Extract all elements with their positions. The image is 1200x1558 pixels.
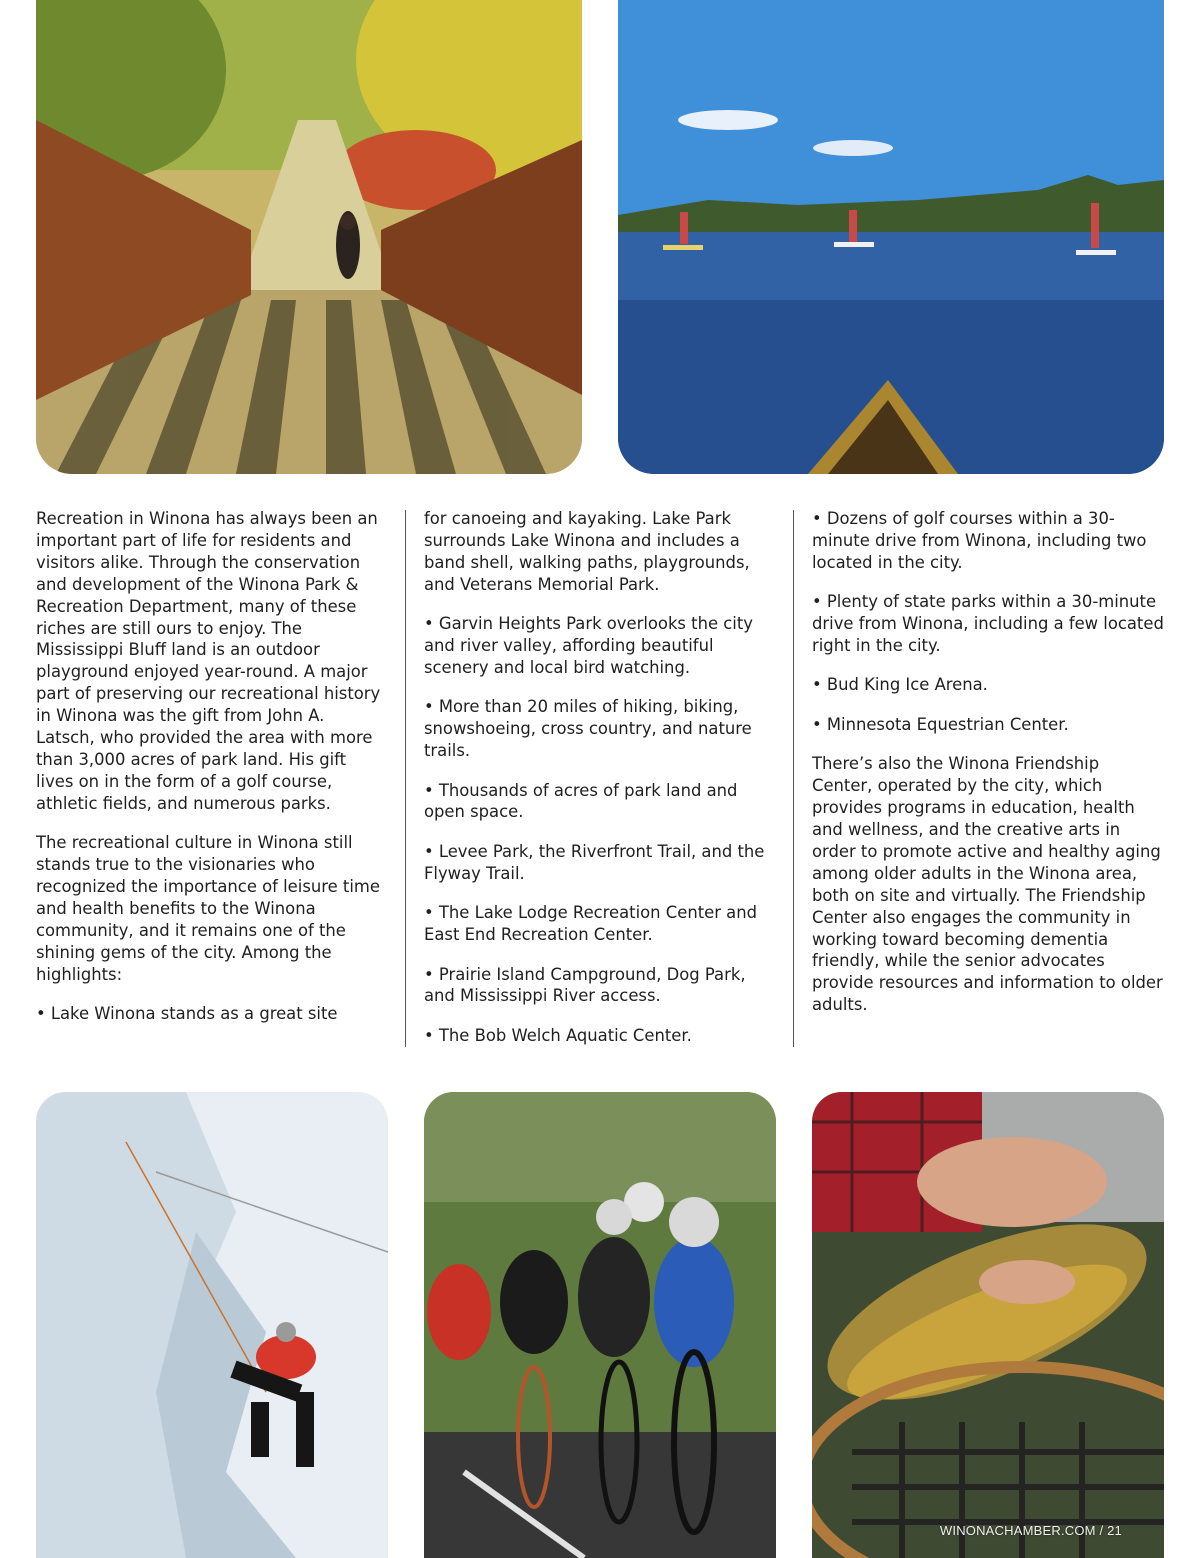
paragraph: Recreation in Winona has always been an important part of life for residents and visitors alike. Through the conservation and development of the Winona Park & Recreation Department, many of these riches are still ours to enjoy. The Mississippi Bluff land is an outdoor playground enjoyed year-round. A major part of preserving our recreational history in Winona was the gift from John A. Latsch, who provided the area with more than 3,000 acres of park land. His gift lives on in the form of a golf course, athletic fields, and numerous parks. xyxy=(36,509,381,813)
paragraph: • Bud King Ice Arena. xyxy=(812,675,988,695)
photo-trout-fishing xyxy=(812,1092,1164,1558)
paragraph: • Dozens of golf courses within a 30-minute drive from Winona, including two located in the city. xyxy=(812,509,1147,572)
photo-runner-bridge xyxy=(36,0,582,474)
text-column-3 xyxy=(812,508,1164,1034)
paragraph: • Plenty of state parks within a 30-minute drive from Winona, including a few located right in the city. xyxy=(812,592,1164,656)
paragraph: for canoeing and kayaking. Lake Park surrounds Lake Winona and includes a band shell, walking paths, playgrounds, and Veterans Memorial Park. xyxy=(424,509,750,594)
column-divider xyxy=(793,510,794,1047)
paragraph: • The Lake Lodge Recreation Center and East End Recreation Center. xyxy=(424,903,757,945)
text-column-1 xyxy=(36,508,382,1042)
photo-ice-climber xyxy=(36,1092,388,1558)
paragraph: • Prairie Island Campground, Dog Park, and Mississippi River access. xyxy=(424,964,746,1006)
paragraph: • Minnesota Equestrian Center. xyxy=(812,714,1069,734)
paragraph: The recreational culture in Winona still stands true to the visionaries who recognized the importance of leisure time and health benefits to the Winona community, and it remains one of the shining gems of the city. Among the highlights: xyxy=(36,833,380,984)
paragraph: • Thousands of acres of park land and open space. xyxy=(424,780,738,822)
photo-cyclists xyxy=(424,1092,776,1558)
paragraph: • Levee Park, the Riverfront Trail, and the Flyway Trail. xyxy=(424,841,765,883)
paragraph: • Garvin Heights Park overlooks the city and river valley, affording beautiful scenery and local bird watching. xyxy=(424,614,753,677)
paragraph: There’s also the Winona Friendship Center, operated by the city, which provides programs in education, health and wellness, and the creative arts in order to promote active and healthy aging among older adults in the Winona area, both on site and virtually. The Friendship Center also engages the community in working toward becoming dementia friendly, while the senior advocates provide resources and information to older adults. xyxy=(812,754,1163,1015)
paragraph: • The Bob Welch Aquatic Center. xyxy=(424,1025,692,1045)
text-column-2 xyxy=(424,508,780,1064)
photo-lake-paddleboarders xyxy=(618,0,1164,474)
page-folio: WINONACHAMBER.COM / 21 xyxy=(939,1523,1122,1538)
column-divider xyxy=(405,510,406,1047)
paragraph: • Lake Winona stands as a great site xyxy=(36,1004,338,1024)
paragraph: • More than 20 miles of hiking, biking, snowshoeing, cross country, and nature trails. xyxy=(424,697,752,761)
